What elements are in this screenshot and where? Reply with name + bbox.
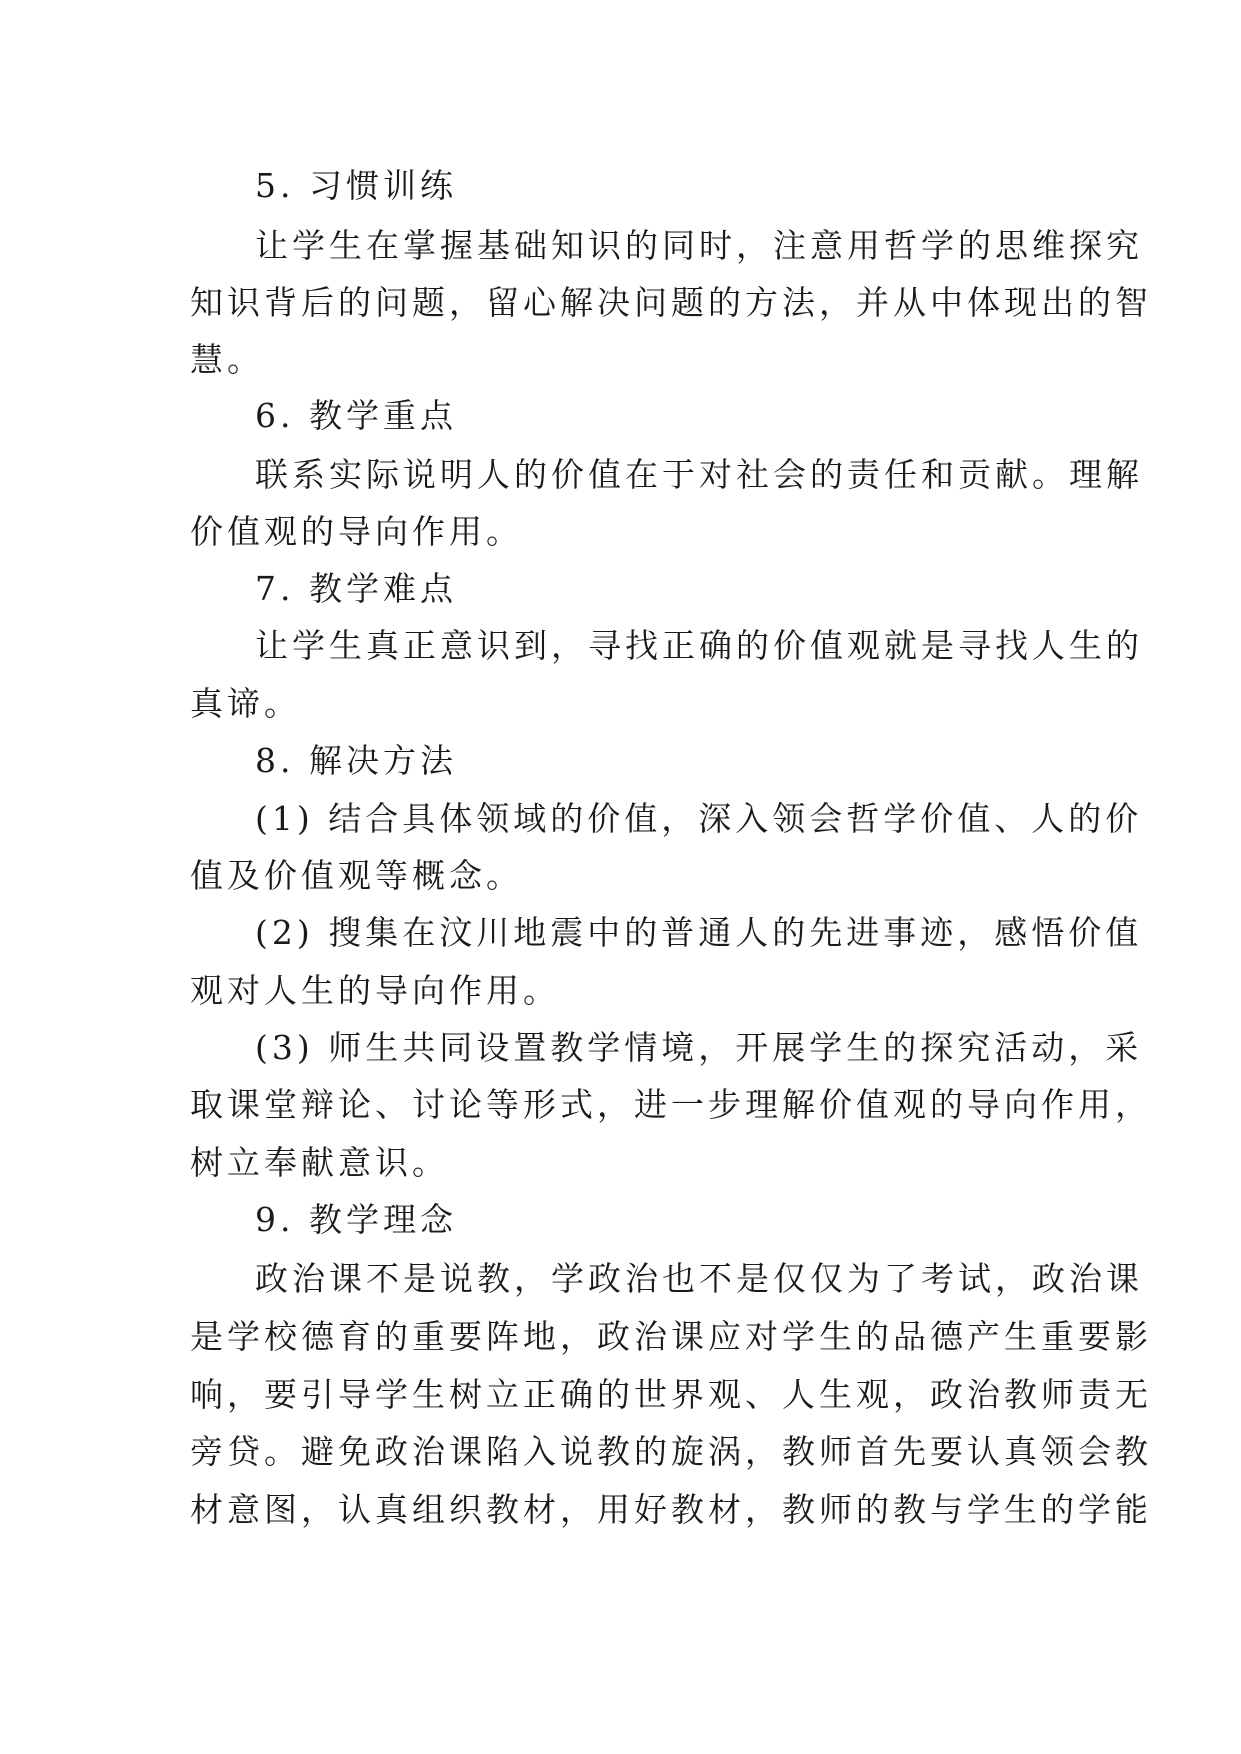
paragraph-line: 材意图，认真组织教材，用好教材，教师的教与学生的学能 bbox=[190, 1490, 1152, 1529]
paragraph-line: 慧。 bbox=[190, 340, 264, 379]
paragraph-line: 联系实际说明人的价值在于对社会的责任和贡献。理解 bbox=[255, 455, 1143, 494]
section-heading: 7. 教学难点 bbox=[255, 569, 457, 608]
section-heading: 8. 解决方法 bbox=[255, 741, 457, 780]
list-item-line: (2) 搜集在汶川地震中的普通人的先进事迹，感悟价值 bbox=[255, 913, 1143, 952]
paragraph-line: 旁贷。避免政治课陷入说教的旋涡，教师首先要认真领会教 bbox=[190, 1432, 1152, 1471]
paragraph-line: 让学生真正意识到，寻找正确的价值观就是寻找人生的 bbox=[255, 626, 1143, 665]
section-heading: 5. 习惯训练 bbox=[255, 166, 457, 205]
paragraph-line: 真谛。 bbox=[190, 684, 301, 723]
paragraph-line: 价值观的导向作用。 bbox=[190, 512, 523, 551]
paragraph-line: 政治课不是说教，学政治也不是仅仅为了考试，政治课 bbox=[255, 1259, 1143, 1298]
section-heading: 6. 教学重点 bbox=[255, 396, 457, 435]
paragraph-line: 知识背后的问题，留心解决问题的方法，并从中体现出的智 bbox=[190, 283, 1152, 322]
paragraph-line: 是学校德育的重要阵地，政治课应对学生的品德产生重要影 bbox=[190, 1317, 1152, 1356]
list-item-line: 值及价值观等概念。 bbox=[190, 856, 523, 895]
paragraph-line: 响，要引导学生树立正确的世界观、人生观，政治教师责无 bbox=[190, 1375, 1152, 1414]
list-item-line: 树立奉献意识。 bbox=[190, 1143, 449, 1182]
list-item-line: 观对人生的导向作用。 bbox=[190, 971, 560, 1010]
paragraph-line: 让学生在掌握基础知识的同时，注意用哲学的思维探究 bbox=[255, 226, 1143, 265]
list-item-line: 取课堂辩论、讨论等形式，进一步理解价值观的导向作用， bbox=[190, 1085, 1152, 1124]
section-heading: 9. 教学理念 bbox=[255, 1200, 457, 1239]
list-item-line: (3) 师生共同设置教学情境，开展学生的探究活动，采 bbox=[255, 1028, 1143, 1067]
list-item-line: (1) 结合具体领域的价值，深入领会哲学价值、人的价 bbox=[255, 799, 1143, 838]
